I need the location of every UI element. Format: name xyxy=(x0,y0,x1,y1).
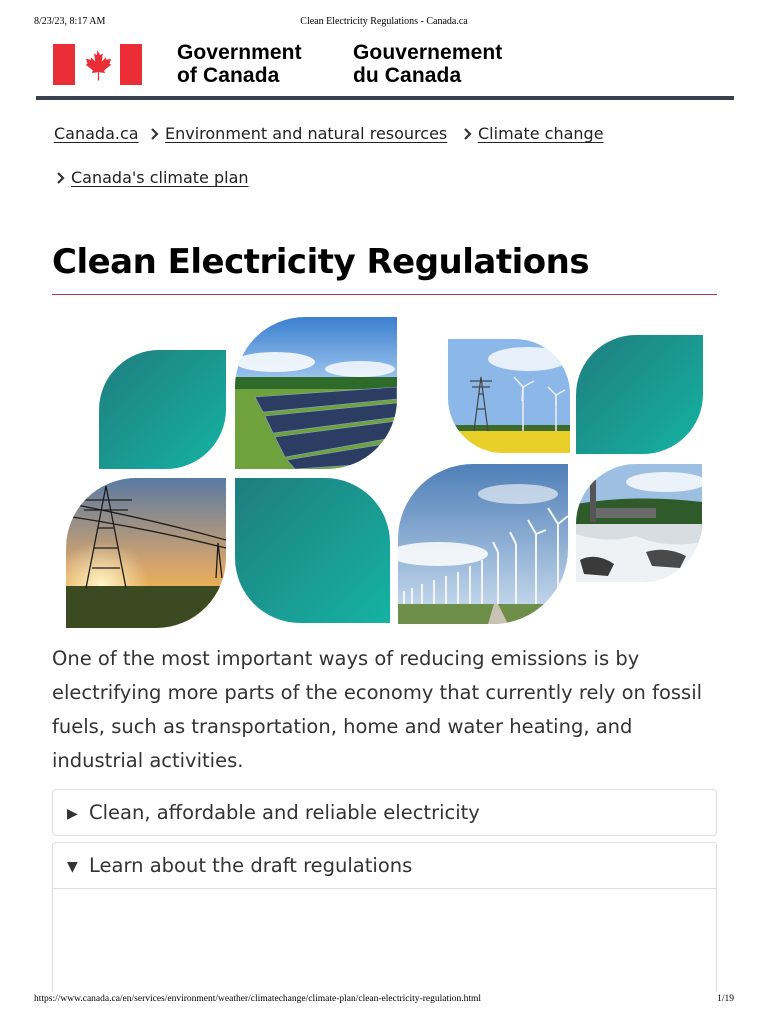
details-clean-affordable-electricity xyxy=(52,789,717,836)
power-lines-sunset-image xyxy=(66,478,226,628)
details-draft-regulations xyxy=(52,842,717,992)
triangle-right-icon: ▶ xyxy=(67,806,78,822)
details-summary-label: Clean, affordable and reliable electricity xyxy=(89,801,480,824)
print-header xyxy=(34,16,734,30)
signature-french[interactable] xyxy=(353,41,502,87)
wind-farm-image xyxy=(398,464,568,624)
print-url: https://www.canada.ca/en/services/environment/weather/climatechange/climate-plan/clean-electricity-regulation.html xyxy=(34,994,482,1004)
chevron-right-icon xyxy=(463,128,472,140)
breadcrumb-link[interactable]: Climate change xyxy=(478,124,604,143)
breadcrumb-item-climate-plan xyxy=(56,168,249,187)
teal-leaf-tile xyxy=(235,478,390,623)
print-page-title: Clean Electricity Regulations - Canada.ca xyxy=(300,16,468,27)
gc-header xyxy=(36,40,734,100)
title-rule xyxy=(52,294,717,295)
hydro-dam-river-image xyxy=(576,464,702,582)
print-footer xyxy=(34,994,734,1008)
chevron-right-icon xyxy=(150,128,159,140)
teal-leaf-tile xyxy=(576,335,703,454)
intro-paragraph: One of the most important ways of reducing emissions is by electrifying more parts of the economy that currently rely on fossil fuels, such as transportation, home and water heating, and industrial activities. xyxy=(52,647,703,772)
signature-en-line2: of Canada xyxy=(177,64,280,87)
details-summary-label: Learn about the draft regulations xyxy=(89,854,413,877)
print-page-number: 1/19 xyxy=(717,994,734,1004)
chevron-right-icon xyxy=(56,172,65,184)
signature-en-line1: Government xyxy=(177,41,302,64)
page-title: Clean Electricity Regulations xyxy=(52,242,590,282)
details-summary[interactable] xyxy=(53,790,716,836)
signature-english[interactable] xyxy=(177,41,302,87)
wind-turbines-and-pylon-image xyxy=(448,339,570,453)
signature-fr-line1: Gouvernement xyxy=(353,41,503,64)
canada-flag-icon[interactable] xyxy=(53,44,142,85)
breadcrumb-link[interactable]: Canada's climate plan xyxy=(71,168,249,187)
breadcrumb-item-canada-ca xyxy=(54,124,139,143)
breadcrumb-item-environment xyxy=(150,124,447,143)
details-summary[interactable] xyxy=(53,843,716,889)
breadcrumb-link[interactable]: Environment and natural resources xyxy=(165,124,448,143)
triangle-down-icon: ▼ xyxy=(67,859,78,875)
signature-fr-line2: du Canada xyxy=(353,64,462,87)
print-datetime: 8/23/23, 8:17 AM xyxy=(34,16,106,27)
breadcrumb-item-climate-change xyxy=(463,124,604,143)
energy-collage xyxy=(64,316,706,630)
solar-panels-image xyxy=(235,317,397,469)
breadcrumb-link[interactable]: Canada.ca xyxy=(54,124,139,143)
teal-leaf-tile xyxy=(99,350,226,469)
